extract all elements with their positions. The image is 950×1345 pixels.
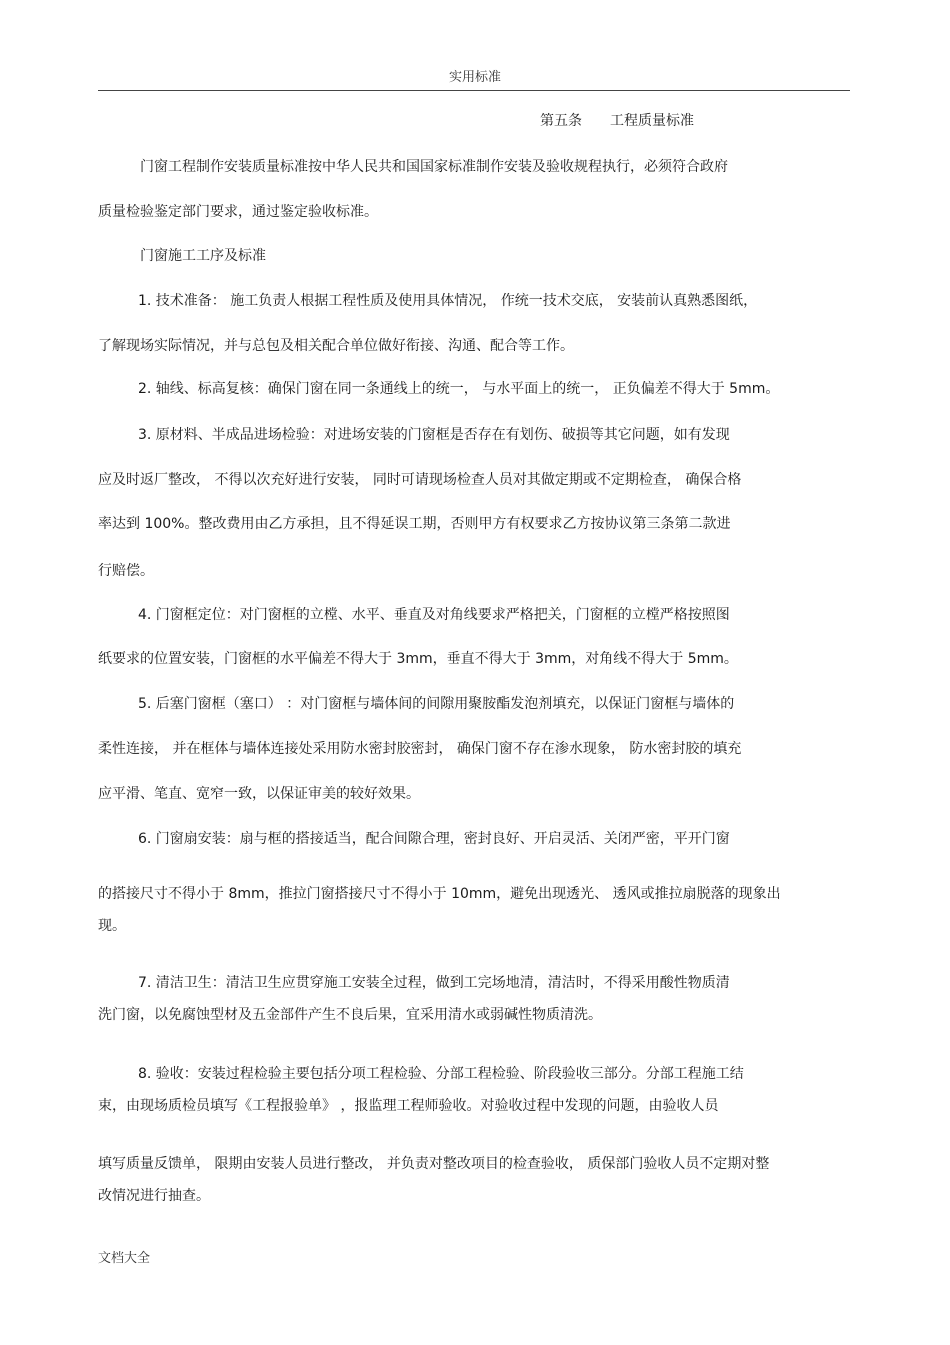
list-item-line: 6. 门窗扇安装：扇与框的搭接适当，配合间隙合理，密封良好、开启灵活、关闭严密，平开门窗 xyxy=(138,831,730,847)
paragraph-line: 质量检验鉴定部门要求，通过鉴定验收标准。 xyxy=(98,204,378,220)
page-footer: 文档大全 xyxy=(98,1251,151,1266)
list-item-line: 束，由现场质检员填写《工程报验单》 ，报监理工程师验收。对验收过程中发现的问题，由验收人员 xyxy=(98,1098,719,1114)
list-item-line: 了解现场实际情况，并与总包及相关配合单位做好衔接、沟通、配合等工作。 xyxy=(98,338,574,354)
list-item-line: 的搭接尺寸不得小于 8mm，推拉门窗搭接尺寸不得小于 10mm，避免出现透光、 透风或推拉扇脱落的现象出 xyxy=(98,886,781,902)
list-item-line: 应及时返厂整改， 不得以次充好进行安装， 同时可请现场检查人员对其做定期或不定期检查， 确保合格 xyxy=(98,472,742,488)
list-item-line: 填写质量反馈单， 限期由安装人员进行整改， 并负责对整改项目的检查验收， 质保部门验收人员不定期对整 xyxy=(98,1156,770,1172)
list-item-line: 8. 验收：安装过程检验主要包括分项工程检验、分部工程检验、阶段验收三部分。分部工程施工结 xyxy=(138,1066,744,1082)
article-title: 第五条 工程质量标准 xyxy=(540,113,694,129)
section-heading: 门窗施工工序及标准 xyxy=(140,248,266,264)
list-item-line: 1. 技术准备： 施工负责人根据工程性质及使用具体情况， 作统一技术交底， 安装前认真熟悉图纸， xyxy=(138,293,758,309)
list-item-line: 率达到 100%。整改费用由乙方承担，且不得延误工期，否则甲方有权要求乙方按协议第三条第二款进 xyxy=(98,516,731,532)
list-item-line: 3. 原材料、半成品进场检验：对进场安装的门窗框是否存在有划伤、破损等其它问题，如有发现 xyxy=(138,427,730,443)
list-item-line: 柔性连接， 并在框体与墙体连接处采用防水密封胶密封， 确保门窗不存在渗水现象， 防水密封胶的填充 xyxy=(98,741,742,757)
list-item-line: 2. 轴线、标高复核：确保门窗在同一条通线上的统一， 与水平面上的统一， 正负偏差不得大于 5mm。 xyxy=(138,381,780,397)
page-header: 实用标准 xyxy=(448,70,501,85)
list-item-line: 7. 清洁卫生：清洁卫生应贯穿施工安装全过程，做到工完场地清，清洁时，不得采用酸性物质清 xyxy=(138,975,730,991)
list-item-line: 5. 后塞门窗框（塞口） ：对门窗框与墙体间的间隙用聚胺酯发泡剂填充，以保证门窗框与墙体的 xyxy=(138,696,735,712)
list-item-line: 改情况进行抽查。 xyxy=(98,1188,210,1204)
list-item-line: 4. 门窗框定位：对门窗框的立樘、水平、垂直及对角线要求严格把关，门窗框的立樘严格按照图 xyxy=(138,607,730,623)
list-item-line: 洗门窗，以免腐蚀型材及五金部件产生不良后果，宜采用清水或弱碱性物质清洗。 xyxy=(98,1007,602,1023)
list-item-line: 纸要求的位置安装，门窗框的水平偏差不得大于 3mm，垂直不得大于 3mm，对角线不得大于 5mm。 xyxy=(98,651,738,667)
paragraph-line: 门窗工程制作安装质量标准按中华人民共和国国家标准制作安装及验收规程执行，必须符合政府 xyxy=(140,159,728,175)
header-divider xyxy=(98,90,850,91)
list-item-line: 现。 xyxy=(98,918,126,934)
list-item-line: 应平滑、笔直、宽窄一致，以保证审美的较好效果。 xyxy=(98,786,420,802)
list-item-line: 行赔偿。 xyxy=(98,563,154,579)
